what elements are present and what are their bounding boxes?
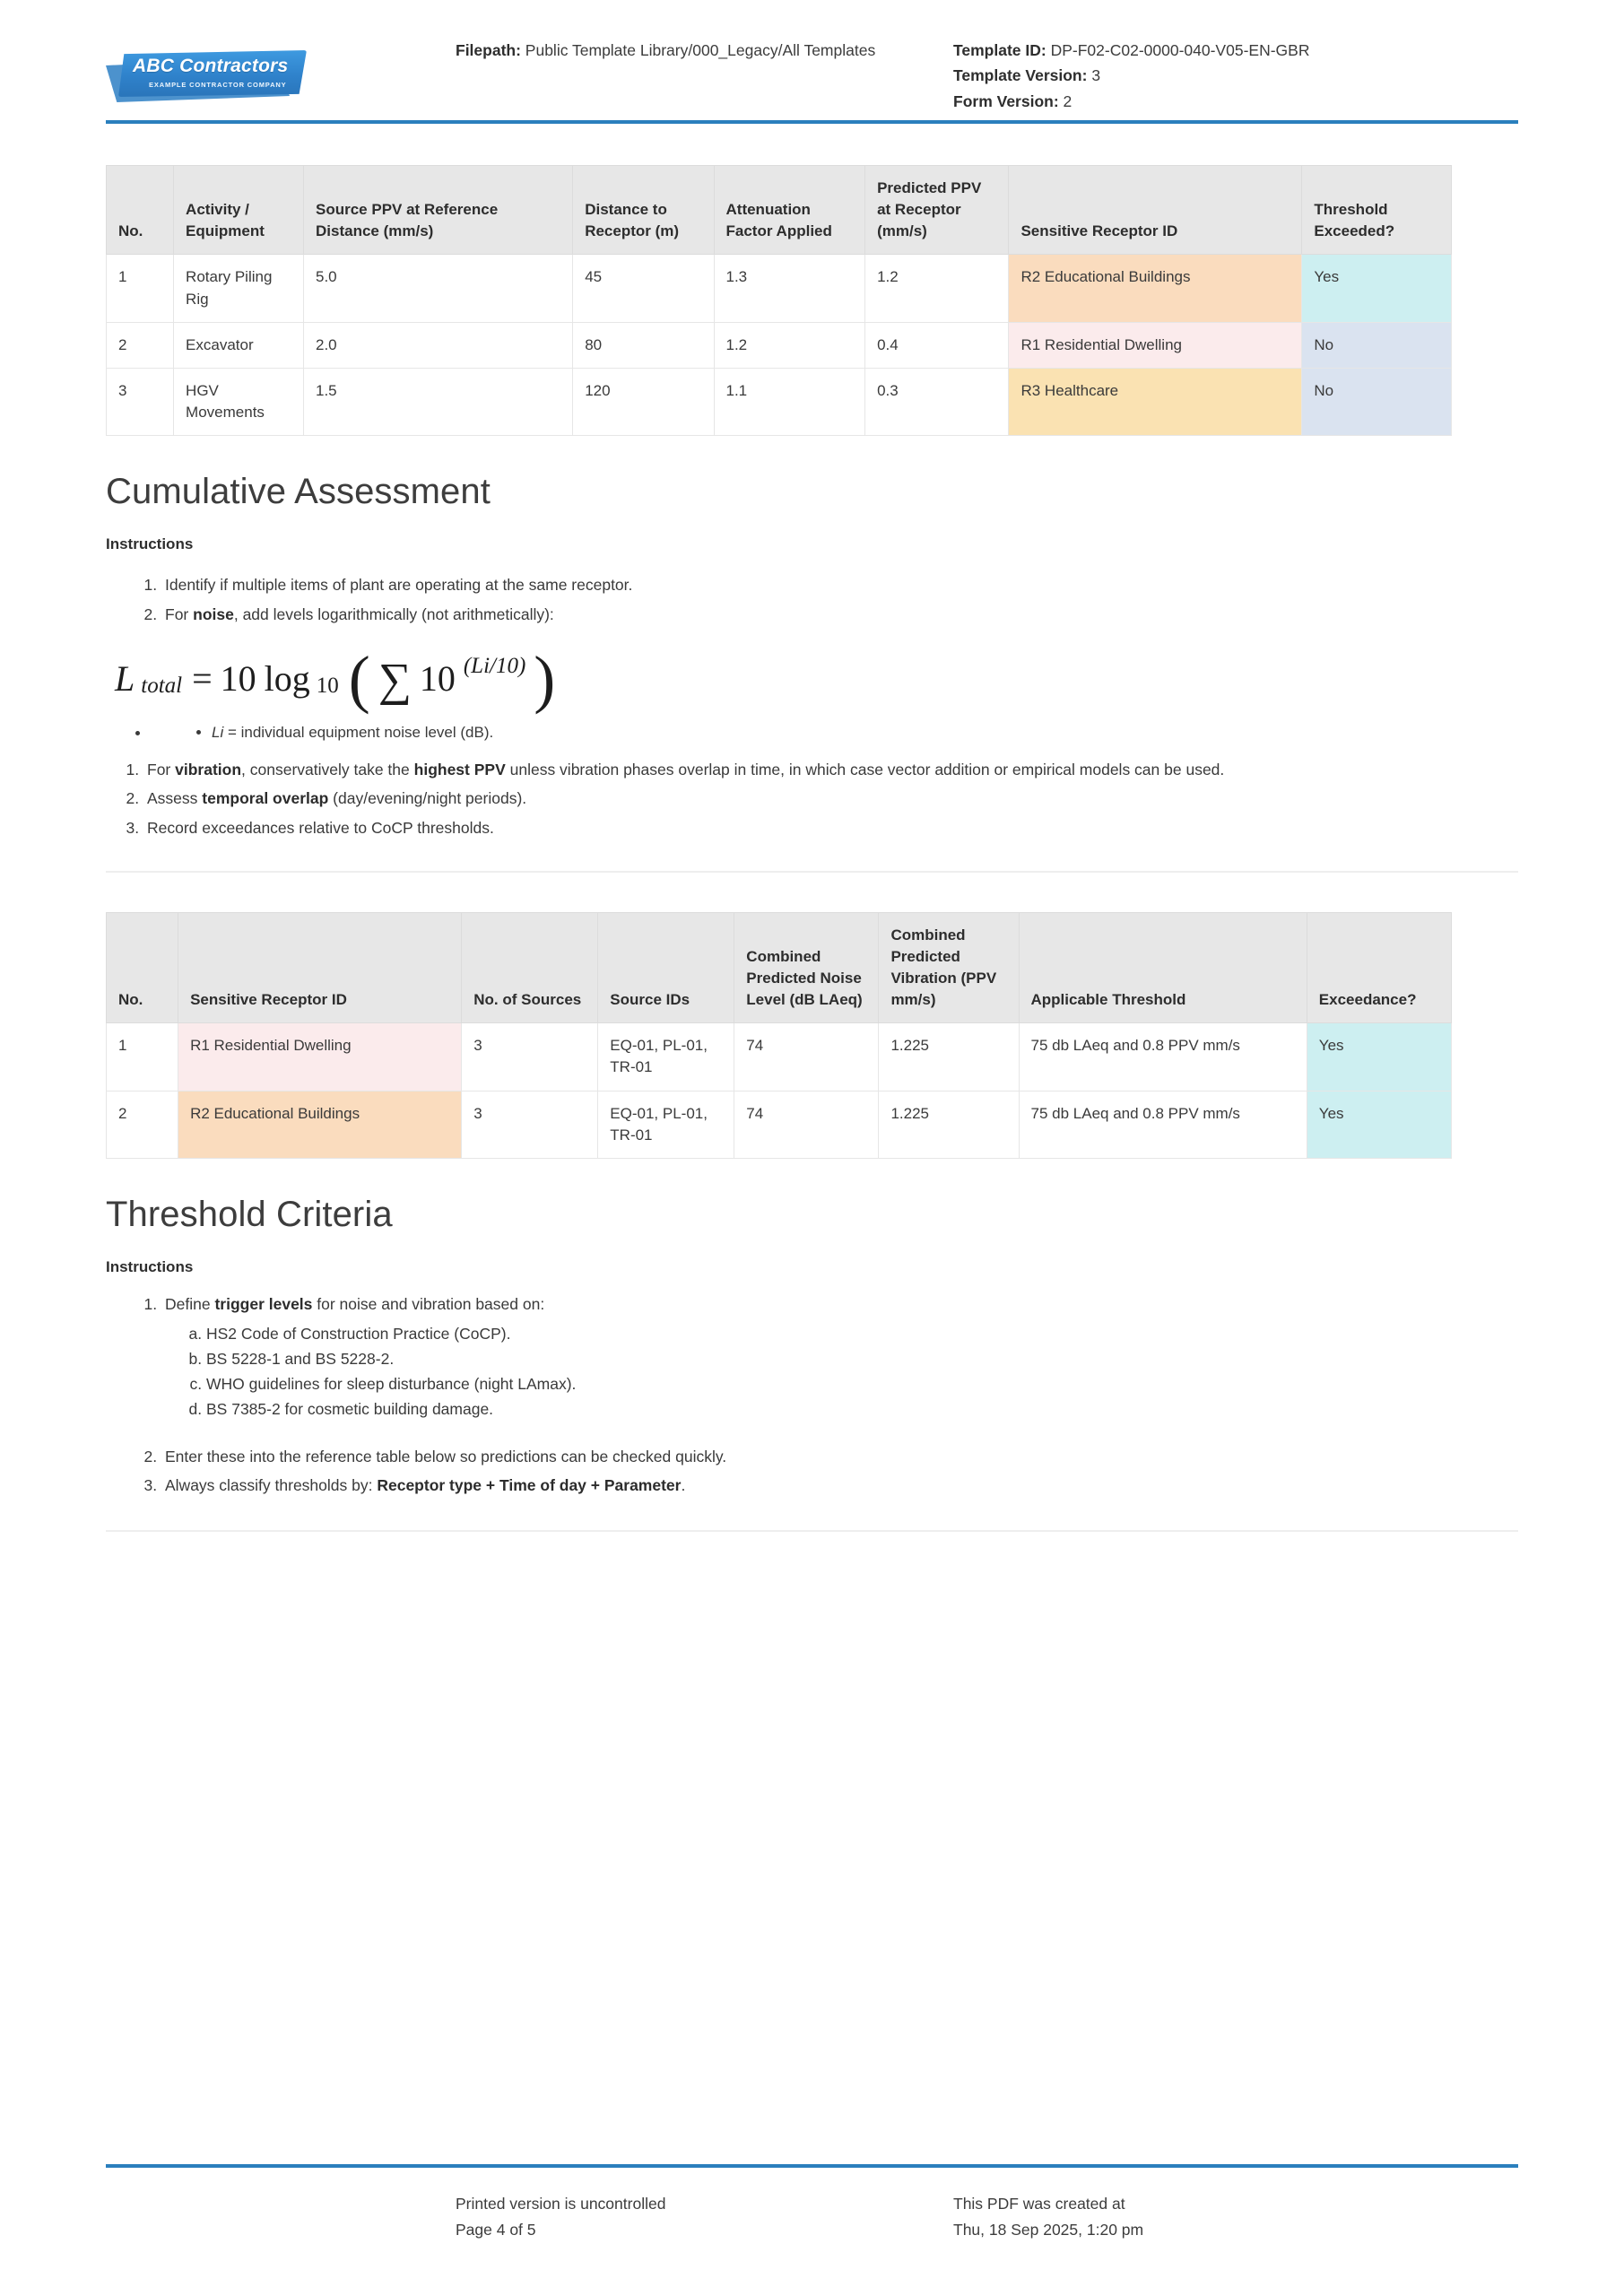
formula-base: 10 (419, 657, 456, 699)
cell-predicted-ppv: 0.4 (865, 322, 1009, 368)
bold-highest-ppv: highest PPV (413, 760, 506, 778)
cell-no-of-sources: 3 (462, 1091, 598, 1158)
cell-receptor: R2 Educational Buildings (1009, 255, 1302, 322)
threshold-steps (106, 1292, 1518, 1498)
cell-receptor: R1 Residential Dwelling (178, 1023, 462, 1091)
table-header-row (107, 166, 1452, 255)
bold-vibration: vibration (175, 760, 242, 778)
cell-attenuation: 1.2 (714, 322, 865, 368)
template-id-value: DP-F02-C02-0000-040-V05-EN-GBR (1050, 41, 1310, 59)
step-post: unless vibration phases overlap in time, in which case vector addition or empirical models can be used. (505, 760, 1225, 778)
cell-receptor: R2 Educational Buildings (178, 1091, 462, 1158)
cell-no: 1 (107, 1023, 178, 1091)
cumulative-steps-first (106, 573, 1518, 627)
formula-bullet-empty (106, 723, 1518, 742)
cell-source-ppv: 2.0 (304, 322, 573, 368)
cell-activity: HGV Movements (174, 368, 304, 435)
list-item (161, 1474, 1518, 1498)
col-exceedance: Exceedance? (1307, 912, 1451, 1023)
cell-predicted-ppv: 0.3 (865, 368, 1009, 435)
table-row (107, 1091, 1452, 1158)
cumulative-assessment-table (106, 912, 1452, 1159)
cumulative-steps-second (106, 758, 1518, 840)
footer-uncontrolled-text: Printed version is uncontrolled (456, 2195, 666, 2213)
cell-receptor: R1 Residential Dwelling (1009, 322, 1302, 368)
col-attenuation: Attenuation Factor Applied (714, 166, 865, 255)
cell-exceedance: Yes (1307, 1091, 1451, 1158)
noise-addition-formula (115, 643, 1518, 716)
step-pre: Define (165, 1294, 215, 1313)
col-combined-vibration: Combined Predicted Vibration (PPV mm/s) (879, 912, 1019, 1023)
footer-created-timestamp: Thu, 18 Sep 2025, 1:20 pm (953, 2220, 1144, 2239)
col-no-of-sources: No. of Sources (462, 912, 598, 1023)
step-mid: , conservatively take the (241, 760, 414, 778)
list-item: 2. For noise, add levels logarithmically (not arithmetically): (161, 603, 1518, 627)
cell-distance: 120 (573, 368, 714, 435)
table-row (107, 255, 1452, 322)
cumulative-instructions-label: Instructions (106, 535, 194, 552)
col-receptor: Sensitive Receptor ID (178, 912, 462, 1023)
formula-close-paren: ) (534, 643, 556, 716)
logo-graphic (106, 47, 314, 106)
col-threshold-exceeded: Threshold Exceeded? (1302, 166, 1452, 255)
step-pre: Always classify thresholds by: (165, 1476, 378, 1495)
cumulative-assessment-title: Cumulative Assessment (106, 472, 491, 511)
filepath-label: Filepath: (456, 41, 521, 59)
template-id-label: Template ID: (953, 41, 1046, 59)
list-item (143, 758, 1518, 782)
footer-print-info (456, 2191, 953, 2242)
section-divider-2 (106, 1530, 1518, 1532)
col-receptor: Sensitive Receptor ID (1009, 166, 1302, 255)
list-item: c. WHO guidelines for sleep disturbance (night LAmax). (206, 1372, 1518, 1396)
table-row (107, 1023, 1452, 1091)
cell-activity: Rotary Piling Rig (174, 255, 304, 322)
logo-company-tagline: EXAMPLE CONTRACTOR COMPANY (149, 81, 287, 89)
footer-content (106, 2168, 1518, 2242)
formula-ten: 10 (220, 657, 256, 699)
list-item (212, 724, 1518, 742)
list-item (143, 787, 1518, 811)
bold-trigger-levels: trigger levels (214, 1294, 313, 1313)
vibration-prediction-table (106, 165, 1452, 436)
cell-threshold-exceeded: Yes (1302, 255, 1452, 322)
template-version-label: Template Version: (953, 66, 1088, 85)
cell-threshold-exceeded: No (1302, 368, 1452, 435)
cell-source-ids: EQ-01, PL-01, TR-01 (598, 1023, 734, 1091)
document-header (106, 0, 1518, 110)
threshold-criteria-title: Threshold Criteria (106, 1194, 393, 1234)
col-predicted-ppv: Predicted PPV at Receptor (mm/s) (865, 166, 1009, 255)
logo-company-name: ABC Contractors (133, 56, 289, 76)
footer-page-number: Page 4 of 5 (456, 2220, 536, 2239)
symbol-li: Li (212, 723, 224, 741)
cell-combined-noise: 74 (734, 1091, 879, 1158)
header-divider (106, 120, 1518, 124)
cell-applicable-threshold: 75 db LAeq and 0.8 PPV mm/s (1019, 1091, 1307, 1158)
cell-distance: 45 (573, 255, 714, 322)
template-id-line (953, 38, 1518, 63)
header-template-meta (953, 38, 1518, 114)
company-logo (106, 38, 456, 106)
cell-receptor: R3 Healthcare (1009, 368, 1302, 435)
table-row (107, 322, 1452, 368)
step-pre: For (147, 760, 176, 778)
col-combined-noise: Combined Predicted Noise Level (dB LAeq) (734, 912, 879, 1023)
table-header-row (107, 912, 1452, 1023)
step-post: for noise and vibration based on: (312, 1294, 545, 1313)
col-source-ppv: Source PPV at Reference Distance (mm/s) (304, 166, 573, 255)
bold-classification: Receptor type + Time of day + Parameter (377, 1476, 682, 1495)
cell-combined-vibration: 1.225 (879, 1023, 1019, 1091)
col-no: No. (107, 912, 178, 1023)
step-post: . (681, 1476, 686, 1495)
formula-l-subscript: total (141, 674, 183, 699)
list-item (161, 1292, 1518, 1422)
cell-threshold-exceeded: No (1302, 322, 1452, 368)
cell-source-ids: EQ-01, PL-01, TR-01 (598, 1091, 734, 1158)
cell-combined-noise: 74 (734, 1023, 879, 1091)
formula-l: L (115, 657, 135, 699)
list-item: 2. Enter these into the reference table below so predictions can be checked quickly. (161, 1445, 1518, 1469)
list-item: 3. Record exceedances relative to CoCP thresholds. (143, 816, 1518, 840)
cell-no: 3 (107, 368, 174, 435)
formula-definitions (151, 724, 1518, 742)
cell-attenuation: 1.1 (714, 368, 865, 435)
threshold-sub-items (165, 1322, 1518, 1422)
cell-combined-vibration: 1.225 (879, 1091, 1019, 1158)
list-item: d. BS 7385-2 for cosmetic building damage. (206, 1397, 1518, 1421)
form-version-line (953, 89, 1518, 114)
col-activity: Activity / Equipment (174, 166, 304, 255)
col-applicable-threshold: Applicable Threshold (1019, 912, 1307, 1023)
template-version-line (953, 63, 1518, 88)
bold-temporal-overlap: temporal overlap (202, 789, 329, 808)
cell-activity: Excavator (174, 322, 304, 368)
step-pre: Assess (147, 789, 203, 808)
footer-created-label: This PDF was created at (953, 2195, 1125, 2213)
list-item: b. BS 5228-1 and BS 5228-2. (206, 1347, 1518, 1370)
form-version-label: Form Version: (953, 91, 1059, 110)
threshold-instructions-label: Instructions (106, 1257, 194, 1275)
cell-predicted-ppv: 1.2 (865, 255, 1009, 322)
form-version-value: 2 (1063, 91, 1073, 110)
step-mid: (day/evening/night periods). (328, 789, 527, 808)
col-source-ids: Source IDs (598, 912, 734, 1023)
summation-icon: ∑ (378, 655, 412, 707)
list-item (151, 723, 1518, 742)
cell-no: 1 (107, 255, 174, 322)
definition-text: = individual equipment noise level (dB). (223, 723, 494, 741)
cell-applicable-threshold: 75 db LAeq and 0.8 PPV mm/s (1019, 1023, 1307, 1091)
list-item: a. HS2 Code of Construction Practice (CoCP). (206, 1322, 1518, 1345)
cell-no: 2 (107, 322, 174, 368)
cell-no-of-sources: 3 (462, 1023, 598, 1091)
cell-exceedance: Yes (1307, 1023, 1451, 1091)
formula-equals: = (192, 657, 213, 699)
formula-open-paren: ( (348, 643, 370, 716)
cell-source-ppv: 1.5 (304, 368, 573, 435)
cell-distance: 80 (573, 322, 714, 368)
list-item: 1. Identify if multiple items of plant are operating at the same receptor. (161, 573, 1518, 597)
formula-exponent: (Li/10) (463, 654, 526, 679)
footer-spacer (106, 2191, 456, 2242)
cell-source-ppv: 5.0 (304, 255, 573, 322)
footer-created-info (953, 2191, 1518, 2242)
cell-no: 2 (107, 1091, 178, 1158)
section-divider-1 (106, 871, 1518, 873)
table-row (107, 368, 1452, 435)
template-version-value: 3 (1091, 66, 1101, 85)
cell-attenuation: 1.3 (714, 255, 865, 322)
filepath-value: Public Template Library/000_Legacy/All Templates (525, 41, 876, 59)
col-distance: Distance to Receptor (m) (573, 166, 714, 255)
bold-noise: noise (193, 604, 234, 623)
col-no: No. (107, 166, 174, 255)
header-filepath (456, 38, 953, 63)
formula-log-base: 10 (316, 674, 339, 699)
formula-log: log (264, 657, 310, 699)
document-footer (106, 2164, 1518, 2242)
